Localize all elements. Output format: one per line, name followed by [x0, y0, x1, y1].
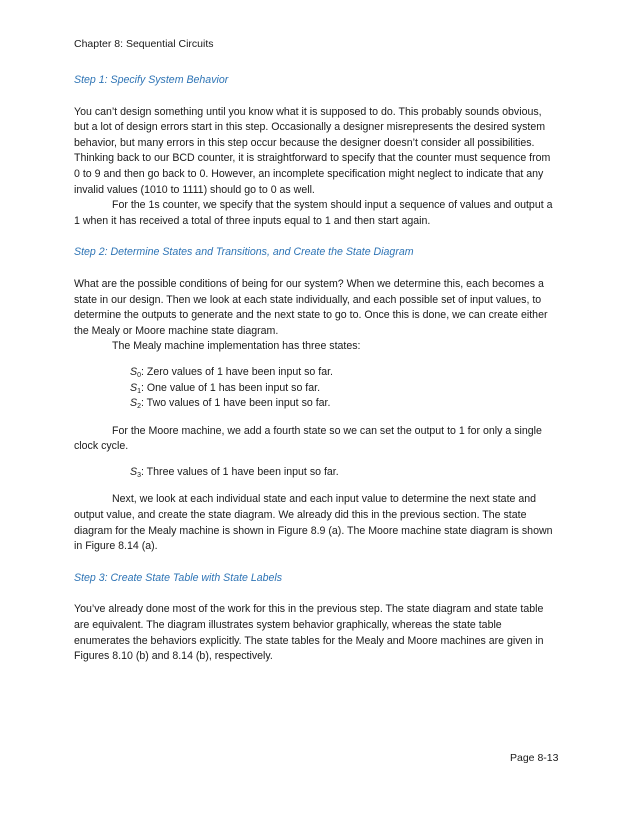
step1-paragraph-1: You can’t design something until you know what it is supposed to do. This probably sounds obvious, but a lot of design errors start in this step. Occasionally a designer misrepresents the desired system behavior, but many errors in this step occur because the designer doesn’t consider all possibilities. Thinking back to our BCD counter, it is straightforward to specify that the counter must sequence from 0 to 9 and then go back to 0. However, an incomplete specification might neglect to indicate that any invalid values (1010 to 1111) should go to 0 as well. — [74, 105, 551, 196]
state-item-s2 — [130, 396, 556, 412]
step1-heading: Step 1: Specify System Behavior — [74, 74, 229, 86]
state-subscript: 0 — [137, 371, 141, 379]
step3-heading: Step 3: Create State Table with State Labels — [74, 571, 283, 584]
running-header: Chapter 8: Sequential Circuits — [74, 38, 214, 50]
state-symbol: S — [130, 365, 138, 378]
step2-paragraph-2: The Mealy machine implementation has three states: — [112, 340, 361, 353]
step2-paragraph-3: For the Moore machine, we add a fourth state so we can set the output to 1 for only a single clock cycle. — [74, 424, 542, 453]
step2-paragraph-4: Next, we look at each individual state and each input value to determine the next state and output value, and create the state diagram. We already did this in the previous section. The state diagram for the Mealy machine is shown in Figure 8.9 (a). The Moore machine state diagram is shown in Figure 8.14 (a). — [74, 493, 553, 553]
step2-paragraph-1: What are the possible conditions of being for our system? When we determine this, each becomes a state in our design. Then we look at each state individually, and each possible set of input values, to determine the outputs to generate and the next state to go to. Once this is done, we can create either the Mealy or Moore machine state diagram. — [74, 277, 548, 337]
state-description: : Three values of 1 have been input so far. — [140, 465, 339, 478]
state-item-s3 — [130, 465, 556, 481]
state-symbol: S — [130, 381, 138, 394]
step3-paragraph-1: You’ve already done most of the work for this in the previous step. The state diagram and state table are equivalent. The diagram illustrates system behavior graphically, whereas the state table enumerates the behaviors explicitly. The state tables for the Mealy and Moore machines are given in Figures 8.10 (b) and 8.14 (b), respectively. — [74, 603, 544, 663]
state-symbol: S — [130, 397, 138, 410]
moore-extra-state — [130, 465, 556, 481]
state-subscript: 1 — [137, 387, 141, 395]
state-description: : Two values of 1 have been input so far. — [140, 397, 331, 410]
page-number: Page 8-13 — [510, 752, 559, 764]
state-symbol: S — [130, 465, 138, 478]
state-item-s1 — [130, 381, 556, 397]
state-description: : One value of 1 has been input so far. — [140, 381, 321, 394]
state-subscript: 2 — [137, 403, 141, 411]
state-description: : Zero values of 1 have been input so far. — [140, 365, 333, 378]
step1-paragraph-2: For the 1s counter, we specify that the system should input a sequence of values and output a 1 when it has received a total of three inputs equal to 1 and then start again. — [74, 199, 553, 227]
step2-heading: Step 2: Determine States and Transitions, and Create the State Diagram — [74, 246, 414, 259]
mealy-state-list — [130, 365, 556, 412]
state-subscript: 3 — [137, 471, 141, 479]
state-item-s0 — [130, 365, 556, 381]
page-content — [74, 73, 556, 665]
